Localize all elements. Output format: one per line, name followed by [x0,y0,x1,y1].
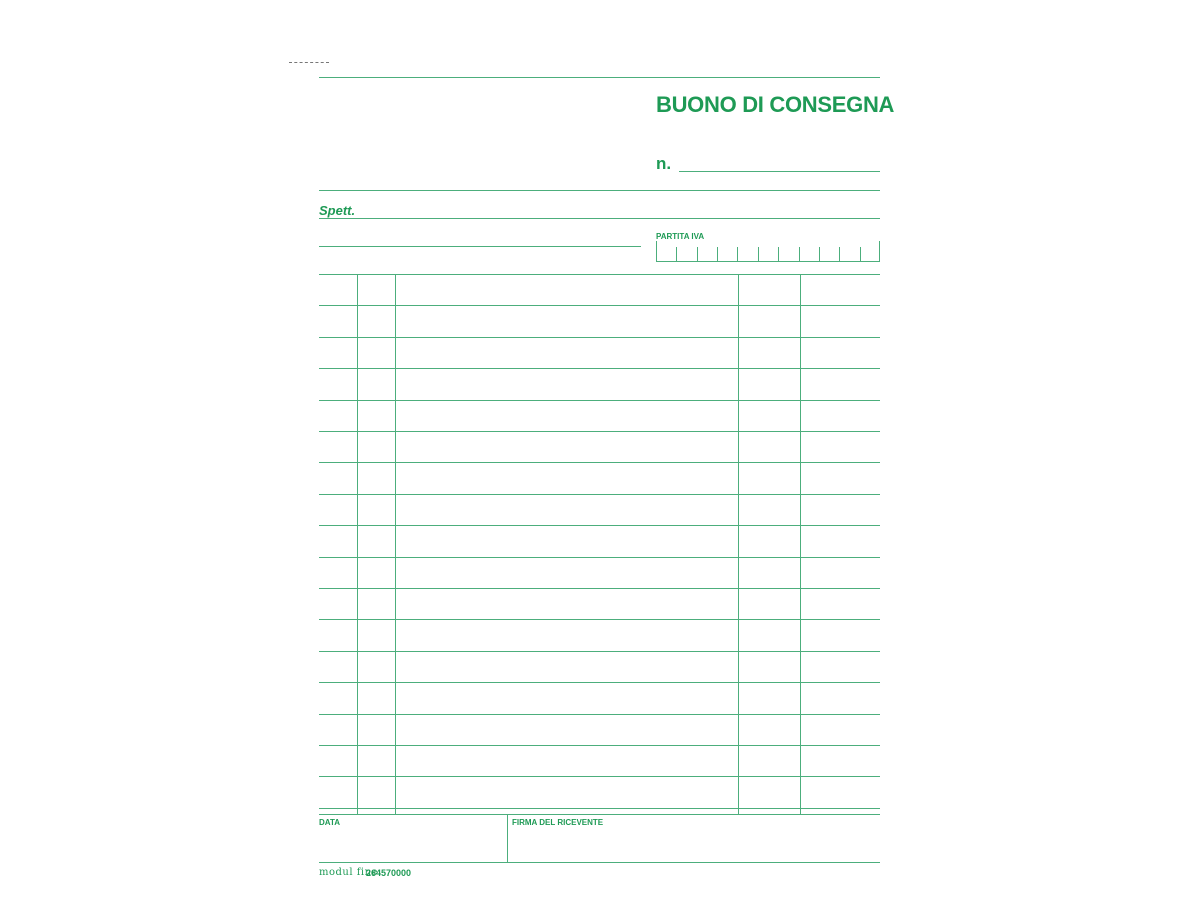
vat-label: PARTITA IVA [656,232,705,241]
table-row-rule [319,525,880,526]
table-row-rule [319,305,880,306]
cut-mark [289,62,329,63]
table-row-rule [319,682,880,683]
table-row-rule [319,368,880,369]
publisher-logo: modul fine [319,867,378,878]
vat-digit-divider [799,247,800,261]
table-row-rule [319,557,880,558]
table-row-rule [319,588,880,589]
table-row-rule [319,745,880,746]
table-row-rule [319,462,880,463]
vat-digit-divider [737,247,738,261]
table-row-rule [319,400,880,401]
vat-digit-divider [860,247,861,261]
table-row-rule [319,274,880,275]
table-row-rule [319,619,880,620]
vat-digit-divider [758,247,759,261]
table-row-rule [319,337,880,338]
footer-divider [507,814,508,862]
table-column-rule [800,274,801,814]
vat-digit-divider [717,247,718,261]
table-row-rule [319,714,880,715]
recipient-line-2[interactable] [319,246,641,247]
table-column-rule [357,274,358,814]
recipient-label: Spett. [319,203,356,218]
table-row-rule [319,808,880,809]
vat-digit-divider [778,247,779,261]
footer-bottom-rule [319,862,880,863]
table-row-rule [319,776,880,777]
vat-digit-divider [697,247,698,261]
signature-label: FIRMA DEL RICEVENTE [512,818,604,827]
table-column-rule [395,274,396,814]
vat-number-boxes[interactable] [656,241,880,262]
product-code: 264570000 [366,868,412,878]
table-bottom-rule [319,814,880,815]
recipient-line-1[interactable] [319,218,880,219]
form-title: BUONO DI CONSEGNA [656,92,895,117]
vat-digit-divider [676,247,677,261]
table-row-rule [319,494,880,495]
table-row-rule [319,651,880,652]
table-row-rule [319,431,880,432]
top-rule [319,77,880,78]
date-label: DATA [319,818,341,827]
vat-digit-divider [819,247,820,261]
number-label: n. [656,154,672,173]
number-field-line[interactable] [679,171,880,172]
table-column-rule [738,274,739,814]
vat-digit-divider [839,247,840,261]
header-rule [319,190,880,191]
